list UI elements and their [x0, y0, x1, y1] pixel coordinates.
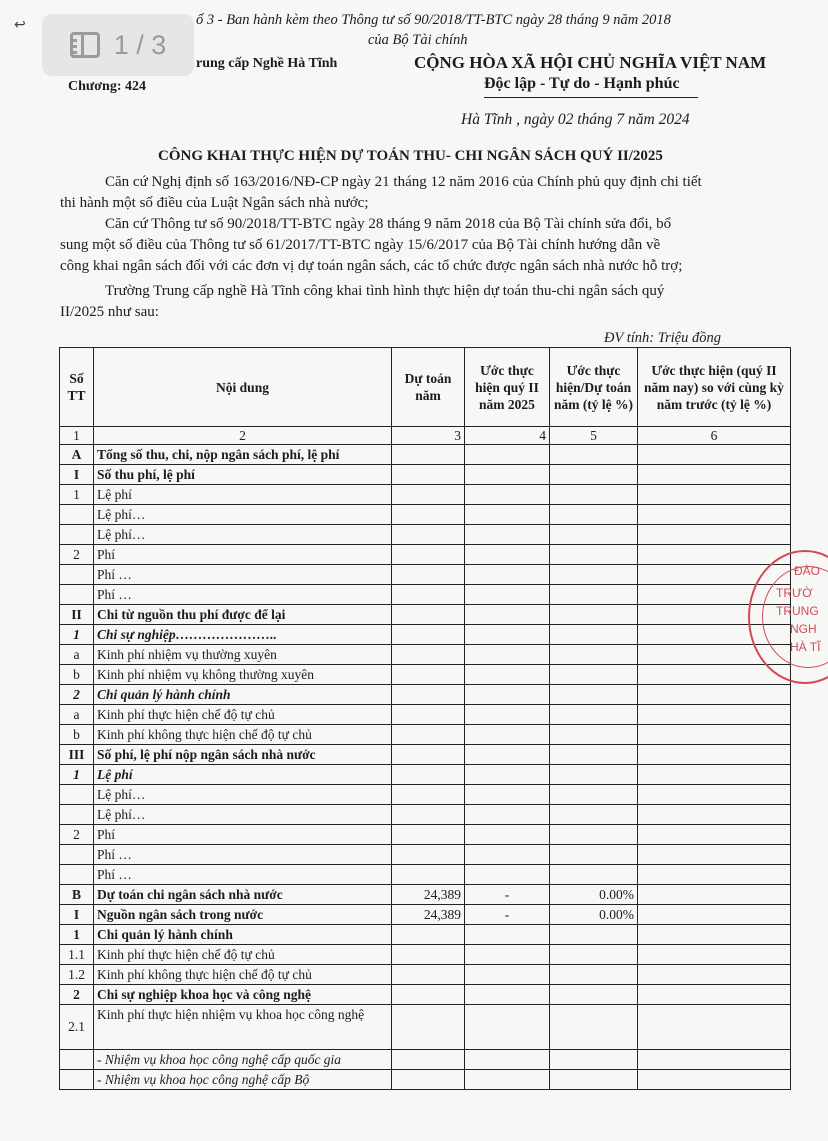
row-ratio: [550, 965, 638, 985]
row-content: Chi từ nguồn thu phí được để lại: [94, 605, 392, 625]
row-stt: b: [60, 665, 94, 685]
row-ratio: [550, 605, 638, 625]
paragraph-line: Căn cứ Nghị định số 163/2016/NĐ-CP ngày 21 tháng 12 năm 2016 của Chính phủ quy định chi tiết: [105, 174, 702, 190]
row-ratio: [550, 685, 638, 705]
table-row: [60, 605, 791, 625]
paragraph-legal-basis-2: [60, 214, 780, 277]
row-yoy: [638, 485, 791, 505]
row-estimate: [392, 1005, 465, 1050]
row-yoy: [638, 945, 791, 965]
row-content: Chi quản lý hành chính: [94, 925, 392, 945]
row-q2: [465, 845, 550, 865]
row-ratio: [550, 925, 638, 945]
table-row: [60, 925, 791, 945]
row-q2: [465, 925, 550, 945]
page-list-icon[interactable]: [70, 32, 100, 58]
row-estimate: [392, 505, 465, 525]
row-stt: 1: [60, 485, 94, 505]
row-stt: [60, 785, 94, 805]
row-ratio: [550, 525, 638, 545]
seal-text: NGH: [790, 622, 817, 636]
row-q2: [465, 965, 550, 985]
table-row: [60, 685, 791, 705]
row-yoy: [638, 885, 791, 905]
seal-text: HÀ TĨ: [790, 640, 821, 654]
row-estimate: [392, 785, 465, 805]
table-row: [60, 465, 791, 485]
row-estimate: [392, 685, 465, 705]
row-ratio: [550, 945, 638, 965]
table-row: [60, 645, 791, 665]
row-yoy: [638, 505, 791, 525]
table-row: [60, 785, 791, 805]
row-q2: [465, 1050, 550, 1070]
row-estimate: [392, 865, 465, 885]
table-row: [60, 745, 791, 765]
row-yoy: [638, 525, 791, 545]
column-number: 5: [550, 427, 638, 445]
row-stt: [60, 565, 94, 585]
row-content: - Nhiệm vụ khoa học công nghệ cấp quốc gia: [94, 1050, 392, 1070]
row-q2: [465, 445, 550, 465]
row-stt: 2: [60, 685, 94, 705]
row-content: Phí …: [94, 845, 392, 865]
header-ratio: Ước thực hiện/Dự toán năm (tỷ lệ %): [550, 348, 638, 427]
row-ratio: [550, 545, 638, 565]
row-yoy: [638, 685, 791, 705]
table-row: [60, 625, 791, 645]
table-row: [60, 1005, 791, 1050]
row-q2: [465, 805, 550, 825]
header-yoy: Ước thực hiện (quý II năm nay) so với cùng kỳ năm trước (tỷ lệ %): [638, 348, 791, 427]
row-stt: 2: [60, 825, 94, 845]
unit-label: ĐV tính: Triệu đồng: [604, 330, 721, 346]
row-stt: [60, 1050, 94, 1070]
row-ratio: [550, 785, 638, 805]
row-estimate: [392, 605, 465, 625]
row-yoy: [638, 865, 791, 885]
row-q2: [465, 665, 550, 685]
row-content: Lệ phí…: [94, 525, 392, 545]
row-q2: [465, 865, 550, 885]
row-stt: 2: [60, 985, 94, 1005]
row-stt: [60, 805, 94, 825]
row-stt: B: [60, 885, 94, 905]
country-name: CỘNG HÒA XÃ HỘI CHỦ NGHĨA VIỆT NAM: [414, 53, 767, 72]
row-estimate: [392, 825, 465, 845]
row-stt: [60, 1070, 94, 1090]
table-row: [60, 805, 791, 825]
row-estimate: [392, 485, 465, 505]
row-estimate: [392, 725, 465, 745]
row-ratio: [550, 725, 638, 745]
row-stt: [60, 865, 94, 885]
row-content: Số phí, lệ phí nộp ngân sách nhà nước: [94, 745, 392, 765]
table-row: [60, 965, 791, 985]
row-ratio: [550, 1050, 638, 1070]
row-q2: [465, 685, 550, 705]
row-content: Phí: [94, 545, 392, 565]
row-estimate: [392, 925, 465, 945]
row-estimate: [392, 625, 465, 645]
row-stt: 1: [60, 765, 94, 785]
paragraph-legal-basis-1: [60, 172, 780, 214]
table-row: [60, 765, 791, 785]
row-stt: 2.1: [60, 1005, 94, 1050]
row-estimate: [392, 965, 465, 985]
table-row: [60, 825, 791, 845]
row-q2: [465, 825, 550, 845]
row-content: - Nhiệm vụ khoa học công nghệ cấp Bộ: [94, 1070, 392, 1090]
row-content: Chi quản lý hành chính: [94, 685, 392, 705]
table-row: [60, 725, 791, 745]
table-row: [60, 1050, 791, 1070]
row-content: Nguồn ngân sách trong nước: [94, 905, 392, 925]
row-yoy: [638, 805, 791, 825]
row-ratio: [550, 505, 638, 525]
table-header-row: [60, 348, 791, 427]
row-stt: 1: [60, 925, 94, 945]
row-ratio: [550, 825, 638, 845]
row-content: Tổng số thu, chi, nộp ngân sách phí, lệ phí: [94, 445, 392, 465]
row-ratio: [550, 845, 638, 865]
row-yoy: [638, 1005, 791, 1050]
row-content: Kinh phí thực hiện chế độ tự chủ: [94, 705, 392, 725]
row-q2: [465, 585, 550, 605]
header-estimate: Dự toán năm: [392, 348, 465, 427]
row-ratio: [550, 1070, 638, 1090]
form-reference-line1: ổ 3 - Ban hành kèm theo Thông tư số 90/2018/TT-BTC ngày 28 tháng 9 năm 2018: [196, 12, 671, 28]
row-stt: b: [60, 725, 94, 745]
row-yoy: [638, 1050, 791, 1070]
table-row: [60, 585, 791, 605]
column-number-row: [60, 427, 791, 445]
page-indicator[interactable]: [42, 14, 194, 76]
row-stt: [60, 845, 94, 865]
column-number: 6: [638, 427, 791, 445]
table-row: [60, 985, 791, 1005]
seal-text: TRƯỜ: [776, 586, 813, 600]
row-stt: III: [60, 745, 94, 765]
row-yoy: [638, 905, 791, 925]
row-content: Kinh phí không thực hiện chế độ tự chủ: [94, 725, 392, 745]
row-content: Số thu phí, lệ phí: [94, 465, 392, 485]
row-stt: I: [60, 905, 94, 925]
row-q2: [465, 745, 550, 765]
table-row: [60, 705, 791, 725]
table-row: [60, 565, 791, 585]
table-row: [60, 945, 791, 965]
paragraph-line: Trường Trung cấp nghề Hà Tĩnh công khai tình hình thực hiện dự toán thu-chi ngân sách quý: [105, 283, 665, 299]
row-estimate: [392, 585, 465, 605]
row-estimate: 24,389: [392, 885, 465, 905]
row-stt: [60, 525, 94, 545]
row-content: Kinh phí nhiệm vụ không thường xuyên: [94, 665, 392, 685]
row-q2: [465, 525, 550, 545]
row-q2: [465, 545, 550, 565]
row-content: Kinh phí thực hiện nhiệm vụ khoa học công nghệ: [94, 1005, 392, 1050]
row-content: Phí: [94, 825, 392, 845]
row-ratio: [550, 465, 638, 485]
paragraph-line: II/2025 như sau:: [60, 304, 159, 320]
paragraph-line: công khai ngân sách đối với các đơn vị dự toán ngân sách, các tổ chức được ngân sách nhà nước hỗ trợ;: [60, 258, 683, 274]
row-yoy: [638, 545, 791, 565]
row-stt: 1.2: [60, 965, 94, 985]
paragraph-announcement: [60, 281, 780, 323]
row-content: Phí …: [94, 565, 392, 585]
row-content: Phí …: [94, 865, 392, 885]
budget-table: [59, 347, 791, 1090]
row-yoy: [638, 985, 791, 1005]
table-row: [60, 665, 791, 685]
table-row: [60, 505, 791, 525]
place-date: Hà Tĩnh , ngày 02 tháng 7 năm 2024: [461, 111, 690, 128]
row-stt: I: [60, 465, 94, 485]
row-estimate: [392, 665, 465, 685]
form-reference-line2: của Bộ Tài chính: [368, 32, 468, 48]
row-stt: A: [60, 445, 94, 465]
row-content: Lệ phí: [94, 485, 392, 505]
row-content: Chi sự nghiệp…………………..: [94, 625, 392, 645]
row-q2: [465, 985, 550, 1005]
row-q2: [465, 945, 550, 965]
row-estimate: [392, 545, 465, 565]
row-yoy: [638, 725, 791, 745]
row-content: Lệ phí…: [94, 805, 392, 825]
table-row: [60, 525, 791, 545]
row-content: Kinh phí thực hiện chế độ tự chủ: [94, 945, 392, 965]
page-indicator-label: 1 / 3: [113, 29, 167, 60]
row-stt: II: [60, 605, 94, 625]
column-number: 1: [60, 427, 94, 445]
row-ratio: 0.00%: [550, 885, 638, 905]
table-row: [60, 1070, 791, 1090]
row-ratio: [550, 765, 638, 785]
row-q2: [465, 1070, 550, 1090]
row-yoy: [638, 1070, 791, 1090]
row-stt: a: [60, 645, 94, 665]
paragraph-line: Căn cứ Thông tư số 90/2018/TT-BTC ngày 28 tháng 9 năm 2018 của Bộ Tài chính sửa đổi, bổ: [105, 216, 672, 232]
row-ratio: 0.00%: [550, 905, 638, 925]
row-estimate: [392, 945, 465, 965]
row-yoy: [638, 705, 791, 725]
row-q2: [465, 785, 550, 805]
row-ratio: [550, 865, 638, 885]
table-row: [60, 845, 791, 865]
row-estimate: [392, 1070, 465, 1090]
paragraph-line: sung một số điều của Thông tư số 61/2017/TT-BTC ngày 15/6/2017 của Bộ Tài chính hướng dẫn về: [60, 237, 661, 253]
row-content: Chi sự nghiệp khoa học và công nghệ: [94, 985, 392, 1005]
row-yoy: [638, 825, 791, 845]
row-content: Lệ phí…: [94, 785, 392, 805]
row-yoy: [638, 765, 791, 785]
row-q2: [465, 1005, 550, 1050]
row-estimate: [392, 745, 465, 765]
table-row: [60, 865, 791, 885]
motto-underline: [484, 97, 698, 98]
row-ratio: [550, 645, 638, 665]
row-q2: -: [465, 885, 550, 905]
table-row: [60, 885, 791, 905]
table-row: [60, 485, 791, 505]
header-q2-estimate: Ước thực hiện quý II năm 2025: [465, 348, 550, 427]
row-content: Lệ phí…: [94, 505, 392, 525]
row-yoy: [638, 745, 791, 765]
row-yoy: [638, 925, 791, 945]
row-ratio: [550, 625, 638, 645]
row-stt: [60, 585, 94, 605]
row-ratio: [550, 585, 638, 605]
row-ratio: [550, 805, 638, 825]
row-q2: [465, 725, 550, 745]
document-title: CÔNG KHAI THỰC HIỆN DỰ TOÁN THU- CHI NGÂN SÁCH QUÝ II/2025: [158, 148, 663, 164]
row-content: Phí …: [94, 585, 392, 605]
row-q2: [465, 505, 550, 525]
row-q2: [465, 565, 550, 585]
seal-text: ĐÀO: [794, 564, 821, 578]
table-row: [60, 545, 791, 565]
paragraph-line: thi hành một số điều của Luật Ngân sách nhà nước;: [60, 195, 369, 211]
row-yoy: [638, 445, 791, 465]
row-stt: 1.1: [60, 945, 94, 965]
row-stt: [60, 505, 94, 525]
row-yoy: [638, 785, 791, 805]
row-estimate: [392, 805, 465, 825]
row-estimate: [392, 845, 465, 865]
row-q2: [465, 605, 550, 625]
row-estimate: [392, 445, 465, 465]
agency-name: rung cấp Nghề Hà Tĩnh: [196, 56, 338, 71]
header-stt: Số TT: [60, 348, 94, 427]
row-ratio: [550, 705, 638, 725]
seal-text: TRUNG: [776, 604, 819, 618]
row-estimate: [392, 985, 465, 1005]
row-content: Kinh phí nhiệm vụ thường xuyên: [94, 645, 392, 665]
row-estimate: [392, 765, 465, 785]
row-q2: [465, 705, 550, 725]
row-q2: [465, 765, 550, 785]
row-estimate: [392, 1050, 465, 1070]
row-q2: [465, 485, 550, 505]
row-ratio: [550, 565, 638, 585]
row-stt: 1: [60, 625, 94, 645]
table-row: [60, 905, 791, 925]
row-estimate: [392, 645, 465, 665]
row-q2: -: [465, 905, 550, 925]
corner-mark-icon: ↩: [14, 17, 26, 33]
row-content: Lệ phí: [94, 765, 392, 785]
row-ratio: [550, 745, 638, 765]
row-estimate: 24,389: [392, 905, 465, 925]
row-ratio: [550, 665, 638, 685]
row-estimate: [392, 565, 465, 585]
column-number: 4: [465, 427, 550, 445]
row-q2: [465, 465, 550, 485]
row-yoy: [638, 965, 791, 985]
column-number: 2: [94, 427, 392, 445]
chapter-code: Chương: 424: [68, 79, 146, 94]
table-row: [60, 445, 791, 465]
national-motto: Độc lập - Tự do - Hạnh phúc: [484, 75, 680, 92]
row-ratio: [550, 985, 638, 1005]
row-estimate: [392, 525, 465, 545]
row-stt: 2: [60, 545, 94, 565]
row-estimate: [392, 465, 465, 485]
row-estimate: [392, 705, 465, 725]
row-ratio: [550, 445, 638, 465]
header-content: Nội dung: [94, 348, 392, 427]
row-q2: [465, 645, 550, 665]
row-yoy: [638, 845, 791, 865]
row-yoy: [638, 465, 791, 485]
row-content: Kinh phí không thực hiện chế độ tự chủ: [94, 965, 392, 985]
column-number: 3: [392, 427, 465, 445]
row-stt: a: [60, 705, 94, 725]
row-content: Dự toán chi ngân sách nhà nước: [94, 885, 392, 905]
row-ratio: [550, 485, 638, 505]
row-q2: [465, 625, 550, 645]
row-ratio: [550, 1005, 638, 1050]
